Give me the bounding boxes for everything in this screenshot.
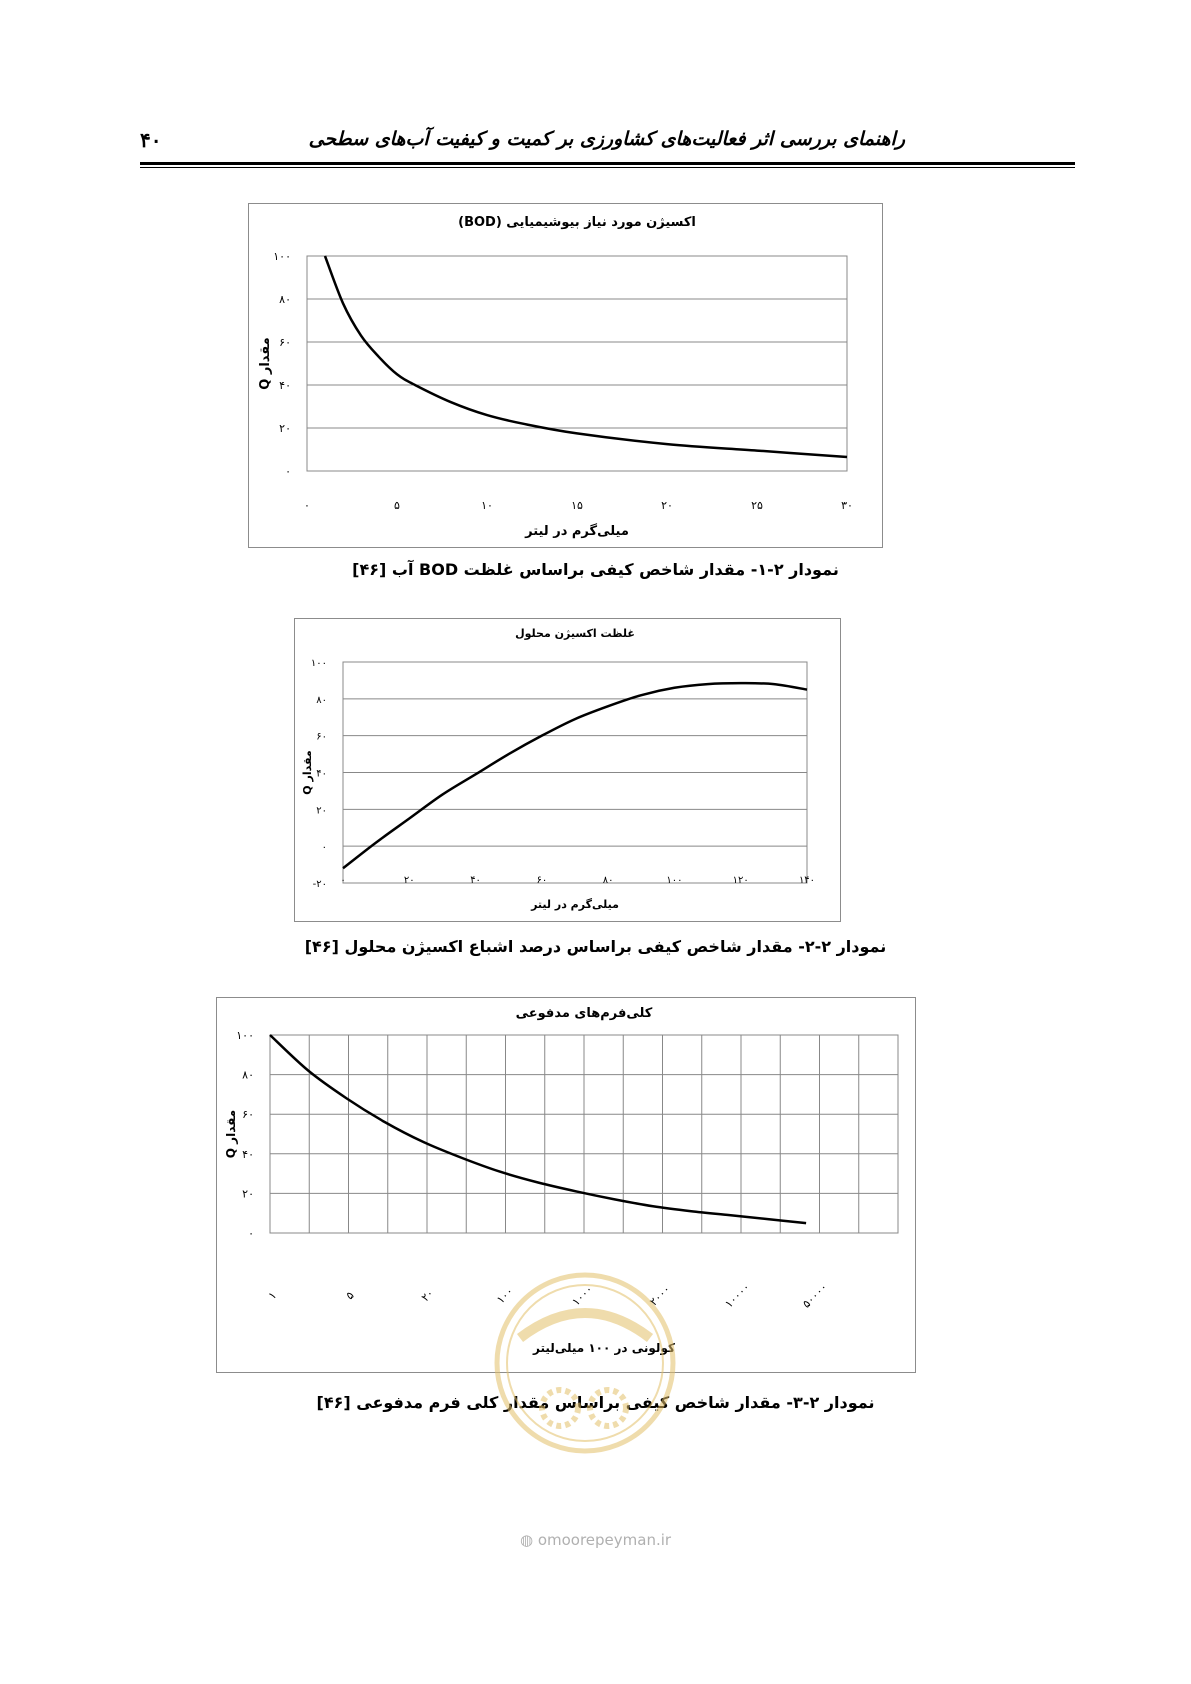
y-axis-label: مقدار Q xyxy=(224,1109,238,1159)
x-tick-label: ۶۰ xyxy=(536,875,548,886)
figure-caption-1: نمودار ۲-۱- مقدار شاخص کیفی براساس غلظت BOD آب [۴۶] xyxy=(352,560,839,579)
y-tick-label: ۶۰ xyxy=(279,336,291,349)
x-category-label: ۱۰۰۰۰ xyxy=(722,1280,753,1311)
y-tick-label: ۸۰ xyxy=(242,1068,254,1082)
series-line xyxy=(270,1035,806,1223)
y-tick-label: -۲۰ xyxy=(312,879,327,890)
y-tick-label: ۲۰ xyxy=(279,422,291,435)
chart-title: کلی‌فرم‌های مدفوعی xyxy=(515,1006,653,1021)
x-axis-label: میلی‌گرم در لیتر xyxy=(525,524,629,539)
x-tick-label: ۵ xyxy=(394,499,400,512)
running-title: راهنمای بررسی اثر فعالیت‌های کشاورزی بر کمیت و کیفیت آب‌های سطحی xyxy=(308,128,905,150)
x-tick-label: ۱۲۰ xyxy=(732,875,749,886)
chart-do-svg xyxy=(295,619,840,921)
chart-bod xyxy=(248,203,883,548)
x-tick-label: ۲۵ xyxy=(751,499,763,512)
y-tick-label: ۸۰ xyxy=(279,293,291,306)
chart-bod-svg xyxy=(249,204,882,547)
x-category-label: ۱۰۰ xyxy=(494,1284,516,1307)
x-category-label: ۱ xyxy=(265,1288,280,1303)
figure-caption-3: نمودار ۲-۳- مقدار شاخص کیفی براساس مقدار کلی فرم مدفوعی [۴۶] xyxy=(316,1393,875,1412)
x-category-label: ۵۰۰۰۰ xyxy=(799,1280,831,1311)
x-axis-label: کولونی در ۱۰۰ میلی‌لیتر xyxy=(533,1341,675,1355)
y-tick-label: ۰ xyxy=(248,1227,254,1240)
y-tick-label: ۱۰۰ xyxy=(310,658,327,669)
y-tick-label: ۰ xyxy=(321,842,327,854)
x-tick-label: ۳۰ xyxy=(841,499,853,512)
y-axis-label: مقدار Q xyxy=(301,750,314,795)
x-tick-label: ۰ xyxy=(340,875,346,886)
x-tick-label: ۲۰ xyxy=(403,875,415,886)
y-tick-label: ۴۰ xyxy=(316,768,327,780)
y-tick-label: ۱۰۰ xyxy=(236,1029,254,1042)
chart-dissolved-oxygen xyxy=(294,618,841,922)
page-number: ۴۰ xyxy=(140,128,162,152)
chart-title: اکسیژن مورد نیاز بیوشیمیایی (BOD) xyxy=(458,215,696,230)
header-rule-thin xyxy=(140,167,1075,168)
y-axis-label: مقدار Q xyxy=(258,337,273,390)
x-tick-label: ۱۵ xyxy=(571,499,583,512)
watermark-site: ◍ omoorepeyman.ir xyxy=(519,1531,672,1549)
series-line xyxy=(325,256,847,457)
x-axis-label: میلی‌گرم در لیتر xyxy=(531,898,619,911)
figure-caption-2: نمودار ۲-۲- مقدار شاخص کیفی براساس درصد اشباع اکسیژن محلول [۴۶] xyxy=(304,937,887,956)
y-tick-label: ۰ xyxy=(285,465,291,478)
header-rule-thick xyxy=(140,162,1075,165)
chart-title: غلظت اکسیژن محلول xyxy=(515,627,635,640)
y-tick-label: ۱۰۰ xyxy=(273,250,291,263)
x-tick-label: ۱۴۰ xyxy=(798,875,816,886)
x-tick-label: ۱۰ xyxy=(481,499,493,512)
x-category-label: ۲۰۰۰ xyxy=(647,1282,673,1309)
x-category-label: ۱۰۰۰ xyxy=(569,1282,596,1309)
y-tick-label: ۶۰ xyxy=(242,1108,254,1122)
y-tick-label: ۴۰ xyxy=(279,379,291,392)
plot-area xyxy=(307,256,847,471)
x-tick-label: ۰ xyxy=(304,499,310,512)
x-tick-label: ۸۰ xyxy=(602,875,614,886)
x-tick-label: ۲۰ xyxy=(661,499,673,512)
globe-icon: ◍ xyxy=(519,1531,534,1549)
series-line xyxy=(343,683,807,868)
x-category-label: ۲۰ xyxy=(418,1286,437,1305)
y-tick-label: ۲۰ xyxy=(242,1187,254,1201)
x-category-label: ۵ xyxy=(343,1288,357,1303)
x-tick-label: ۴۰ xyxy=(470,875,481,886)
x-tick-label: ۱۰۰ xyxy=(666,875,683,886)
y-tick-label: ۲۰ xyxy=(316,805,327,817)
y-tick-label: ۸۰ xyxy=(316,694,327,706)
y-tick-label: ۴۰ xyxy=(242,1147,254,1161)
y-tick-label: ۶۰ xyxy=(316,731,327,743)
watermark-logo xyxy=(490,1268,680,1458)
